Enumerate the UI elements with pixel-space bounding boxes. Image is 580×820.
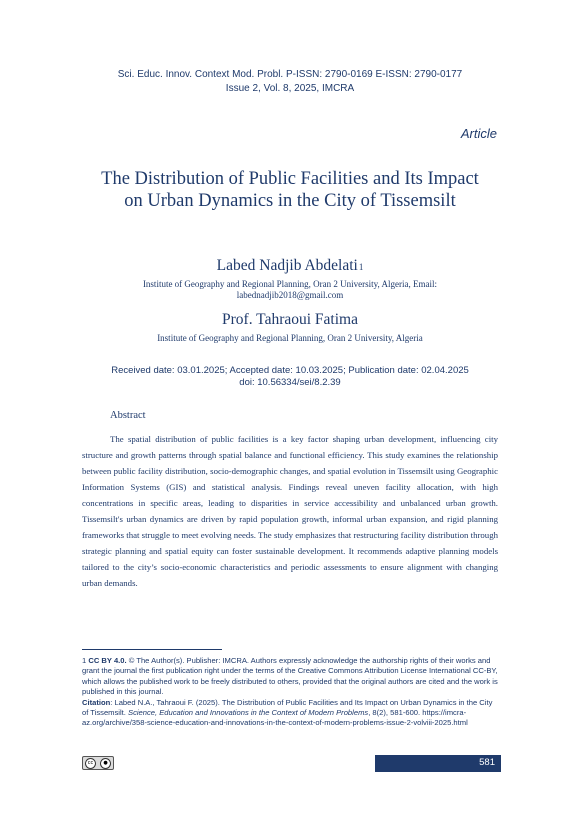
by-person-icon: ● <box>100 758 111 769</box>
author-1-name: Labed Nadjib Abdelati <box>216 257 358 274</box>
doi[interactable]: doi: 10.56334/sei/8.2.39 <box>239 377 341 388</box>
article-type-label: Article <box>460 126 497 141</box>
citation <box>82 698 498 729</box>
author-2-name: Prof. Tahraoui Fatima <box>222 311 358 328</box>
footnote-marker: 1 <box>82 656 87 665</box>
footnote <box>82 656 498 729</box>
cc-icon: cc <box>85 758 96 769</box>
author-1-affiliation: Institute of Geography and Regional Planning, Oran 2 University, Algeria, Email: labednadjib2018@gmail.com <box>142 279 438 300</box>
journal-header-issue: Issue 2, Vol. 8, 2025, IMCRA <box>225 83 355 94</box>
citation-tail[interactable]: , 8(2), 581-600. https://imcra-az.org/archive/358-science-education-and-innovations-in-the-context-of-modern-problems-issue-2-volviii-2025.html <box>82 708 468 728</box>
license-text: © The Author(s). Publisher: IMCRA. Authors expressly acknowledge the authorship rights of their works and grant the journal the first publication right under the terms of the Creative Commons Attribution License International CC-BY, which allows the published work to be freely distributed to others, provided that the original authors are cited and the work is published in this journal. <box>82 656 498 697</box>
citation-text: : Labed N.A., Tahraoui F. (2025). The Distribution of Public Facilities and Its Impact on Urban Dynamics in the City of Tissemsilt. <box>82 697 493 718</box>
abstract-heading: Abstract <box>110 410 146 421</box>
cc-by-icon[interactable] <box>82 756 114 770</box>
author-1 <box>0 257 580 275</box>
citation-label: Citation <box>82 697 111 707</box>
paper-title: The Distribution of Public Facilities and Its Impact on Urban Dynamics in the City of Tissemsilt <box>101 169 479 211</box>
journal-header <box>0 68 580 96</box>
author-2-affiliation: Institute of Geography and Regional Planning, Oran 2 University, Algeria <box>157 333 423 343</box>
page-number: 581 <box>479 757 495 768</box>
license-footnote <box>82 656 498 698</box>
dates-line: Received date: 03.01.2025; Accepted date: 10.03.2025; Publication date: 02.04.2025 <box>111 365 469 376</box>
publication-dates <box>0 365 580 389</box>
citation-journal: Science, Education and Innovations in the Context of Modern Problems <box>128 708 369 718</box>
abstract-text: The spatial distribution of public facilities is a key factor shaping urban development, influencing city structure and growth patterns through spatial balance and functional efficiency. This study examines the relationship between public facility distribution, socio-demographic changes, and spatial evolution in Tissemsilt using Geographic Information Systems (GIS) and statistical analysis. Findings reveal uneven facility allocation, with high concentrations in specific areas, leading to disparities in service accessibility and unbalanced urban growth. Tissemsilt's urban dynamics are driven by rapid population growth, informal urban expansion, and rigid planning frameworks that struggle to meet evolving needs. The study emphasizes that restructuring facility distribution through strategic planning and spatial equity can foster sustainable development. It recommends adaptive planning models tailored to the city’s socio-economic characteristics and periodic assessments to ensure alignment with changing urban demands. <box>82 434 498 588</box>
author-1-footnote-marker[interactable]: 1 <box>358 262 364 272</box>
footnote-divider <box>82 649 222 650</box>
journal-header-issn: Sci. Educ. Innov. Context Mod. Probl. P-ISSN: 2790-0169 E-ISSN: 2790-0177 <box>117 69 463 80</box>
license-label: CC BY 4.0. <box>88 656 127 665</box>
